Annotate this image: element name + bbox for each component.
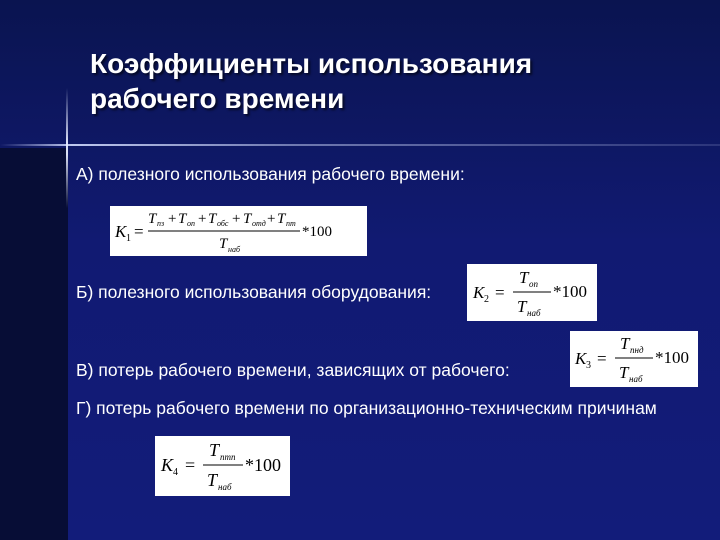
svg-text:1: 1 (126, 233, 131, 244)
svg-text:наб: наб (527, 308, 541, 318)
svg-text:T: T (148, 211, 157, 227)
svg-text:обс: обс (217, 219, 229, 228)
svg-text:3: 3 (586, 360, 591, 371)
svg-text:T: T (178, 211, 187, 227)
svg-text:отд: отд (252, 219, 266, 228)
horizontal-accent-line (0, 144, 720, 146)
svg-text:4: 4 (173, 467, 178, 478)
svg-text:T: T (620, 334, 630, 353)
slide-title: Коэффициенты использования рабочего времени (90, 48, 533, 114)
svg-text:+: + (168, 211, 177, 227)
formula-k2 (467, 264, 597, 321)
svg-text:K: K (161, 455, 174, 475)
svg-text:T: T (243, 211, 252, 227)
svg-text:T: T (619, 363, 629, 382)
svg-text:T: T (517, 297, 527, 316)
svg-text:=: = (185, 455, 196, 475)
item-a-text: А) полезного использования рабочего времени: (76, 164, 465, 184)
svg-text:K: K (473, 283, 485, 302)
svg-text:*100: *100 (655, 348, 689, 367)
svg-text:*100: *100 (553, 282, 587, 301)
svg-text:наб: наб (228, 245, 240, 254)
svg-text:наб: наб (218, 482, 232, 492)
vertical-accent-line (66, 88, 68, 208)
svg-text:T: T (207, 470, 218, 490)
item-b-text: Б) полезного использования оборудования: (76, 282, 432, 302)
svg-text:пз: пз (157, 219, 165, 228)
svg-text:=: = (134, 222, 144, 241)
svg-text:K: K (115, 222, 127, 241)
svg-text:K: K (575, 349, 587, 368)
item-g-text: Г) потерь рабочего времени по организационно-техническим причинам (76, 398, 657, 418)
svg-text:наб: наб (629, 374, 643, 384)
formula-k1 (110, 206, 367, 256)
svg-text:T: T (219, 236, 228, 252)
svg-text:пнд: пнд (630, 345, 644, 355)
svg-text:+: + (267, 211, 276, 227)
svg-text:T: T (208, 211, 217, 227)
svg-text:+: + (198, 211, 207, 227)
svg-text:пт: пт (286, 219, 296, 228)
svg-text:оп: оп (187, 219, 195, 228)
svg-text:*100: *100 (302, 224, 332, 240)
svg-text:T: T (277, 211, 286, 227)
formula-k3 (570, 331, 698, 387)
svg-text:T: T (209, 440, 220, 460)
svg-text:=: = (495, 283, 505, 302)
svg-text:=: = (597, 349, 607, 368)
svg-text:*100: *100 (245, 455, 281, 475)
svg-text:T: T (519, 268, 529, 287)
svg-text:2: 2 (484, 294, 489, 305)
left-decor-strip (0, 148, 68, 540)
item-v-text: В) потерь рабочего времени, зависящих от рабочего: (76, 360, 510, 380)
svg-text:оп: оп (529, 279, 538, 289)
formula-k4 (155, 436, 290, 496)
svg-text:+: + (232, 211, 241, 227)
svg-text:птп: птп (220, 452, 236, 462)
